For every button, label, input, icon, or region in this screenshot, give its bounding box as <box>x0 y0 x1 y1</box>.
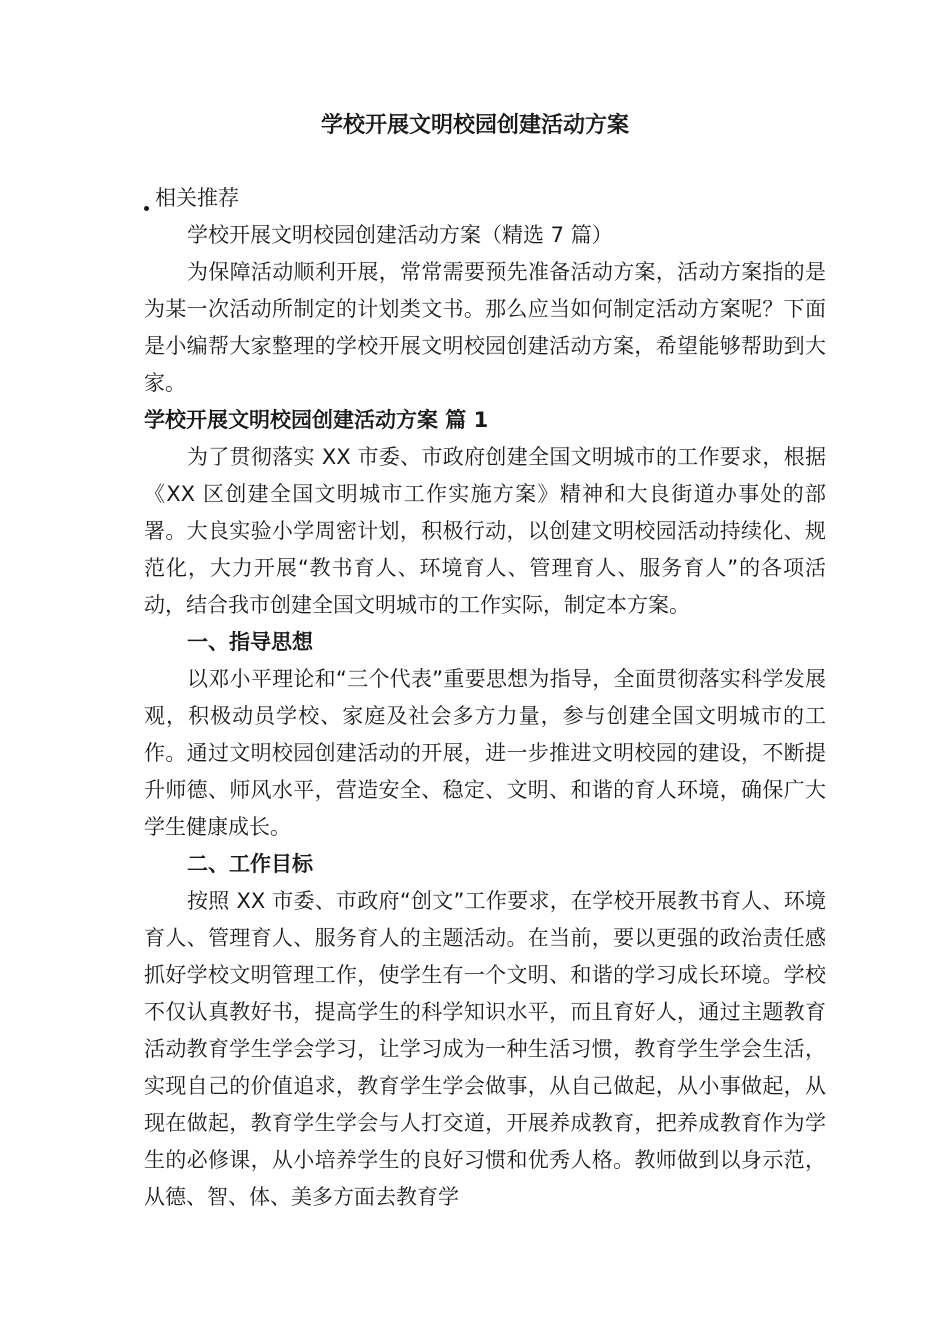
related-recommendations[interactable] <box>144 180 826 217</box>
heading-guiding-ideology: 一、指导思想 <box>187 630 313 654</box>
document-body <box>144 180 826 1216</box>
related-label: 相关推荐 <box>155 186 239 210</box>
work-goals-paragraph: 按照 XX 市委、市政府“创文”工作要求，在学校开展教书育人、环境育人、管理育人、服务育人的主题活动。在当前，要以更强的政治责任感抓好学校文明管理工作，使学生有一个文明、和谐的学习成长环境。学校不仅认真教好书，提高学生的科学知识水平，而且育好人，通过主题教育活动教育学生学会学习，让学习成为一种生活习惯，教育学生学会生活，实现自己的价值追求，教育学生学会做事，从自己做起，从小事做起，从现在做起，教育学生学会与人打交道，开展养成教育，把养成教育作为学生的必修课，从小培养学生的良好习惯和优秀人格。教师做到以身示范，从德、智、体、美多方面去教育学 <box>144 889 826 1209</box>
section-paragraph: 为了贯彻落实 XX 市委、市政府创建全国文明城市的工作要求，根据《XX 区创建全国文明城市工作实施方案》精神和大良街道办事处的部署。大良实验小学周密计划，积极行动，以创建文明校园活动持续化、规范化，大力开展“教书育人、环境育人、管理育人、服务育人”的各项活动，结合我市创建全国文明城市的工作实际，制定本方案。 <box>144 445 826 617</box>
heading-work-goals: 二、工作目标 <box>187 852 313 876</box>
guiding-ideology-paragraph: 以邓小平理论和“三个代表”重要思想为指导，全面贯彻落实科学发展观，积极动员学校、家庭及社会多方力量，参与创建全国文明城市的工作。通过文明校园创建活动的开展，进一步推进文明校园的建设，不断提升师德、师风水平，营造安全、稳定、文明、和谐的育人环境，确保广大学生健康成长。 <box>144 667 826 839</box>
document-subtitle: 学校开展文明校园创建活动方案（精选 7 篇） <box>187 223 613 247</box>
bullet-icon <box>144 206 149 211</box>
section-title: 学校开展文明校园创建活动方案 篇 1 <box>144 408 489 432</box>
document-title: 学校开展文明校园创建活动方案 <box>320 113 629 138</box>
intro-paragraph: 为保障活动顺利开展，常常需要预先准备活动方案，活动方案指的是为某一次活动所制定的计划类文书。那么应当如何制定活动方案呢？下面是小编帮大家整理的学校开展文明校园创建活动方案，希望能够帮助到大家。 <box>144 260 826 395</box>
